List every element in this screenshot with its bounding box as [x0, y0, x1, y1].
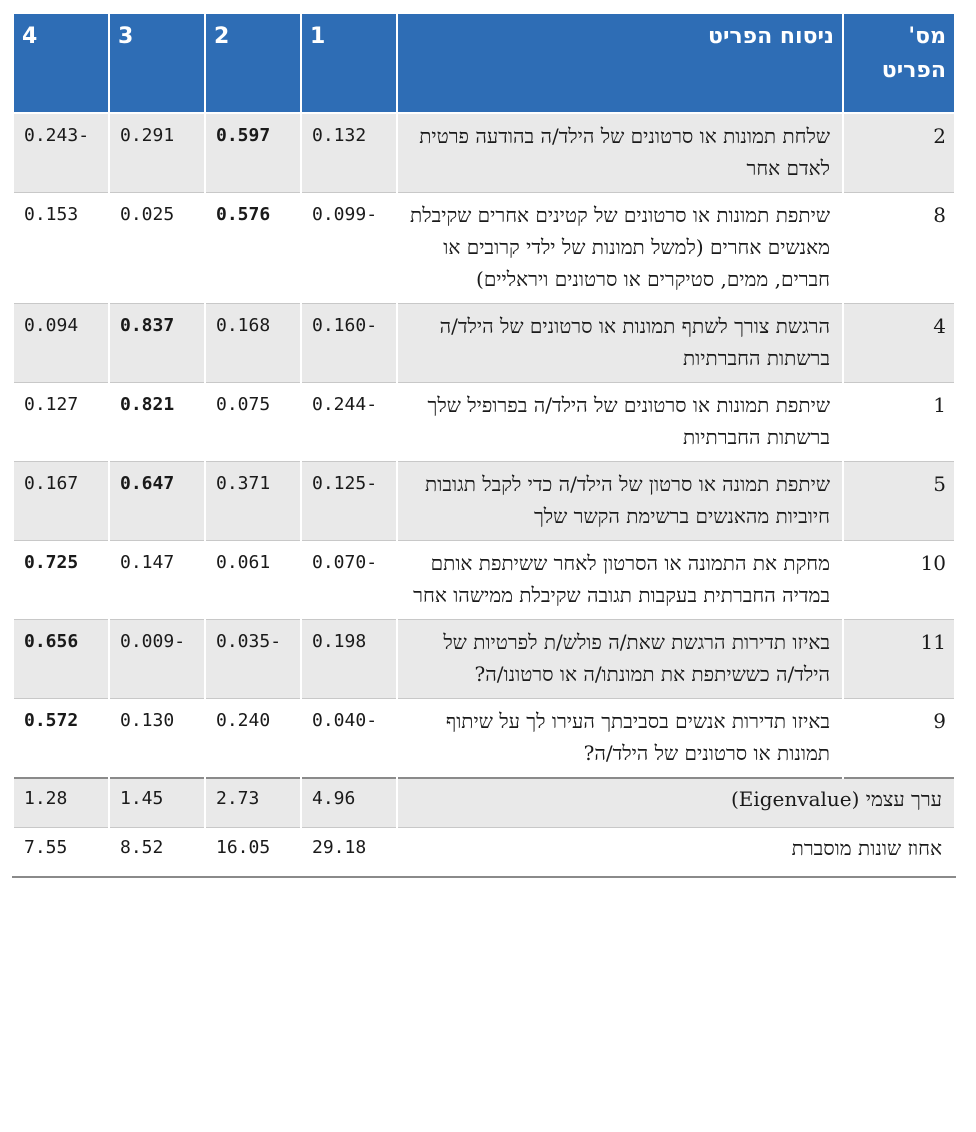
- factor-2-loading: -0.035: [205, 620, 301, 699]
- factor-4-loading: -0.243: [13, 113, 109, 193]
- item-number: 1: [843, 383, 955, 462]
- item-number: 10: [843, 541, 955, 620]
- factor-2-loading: 0.576: [205, 193, 301, 304]
- factor-4-loading: 0.153: [13, 193, 109, 304]
- item-text: באיזו תדירות הרגשת שאת/ה פולש/ת לפרטיות של הילד/ה כששיתפת את תמונתו/ה או סרטונו/ה?: [397, 620, 843, 699]
- variance-factor-3: 8.52: [109, 828, 205, 878]
- factor-2-loading: 0.075: [205, 383, 301, 462]
- factor-3-loading: -0.009: [109, 620, 205, 699]
- factor-3-loading: 0.130: [109, 699, 205, 779]
- eigenvalue-factor-3: 1.45: [109, 778, 205, 828]
- header-factor-4: 4: [13, 13, 109, 113]
- variance-factor-2: 16.05: [205, 828, 301, 878]
- item-number: 4: [843, 304, 955, 383]
- item-number: 2: [843, 113, 955, 193]
- item-text: שיתפת תמונות או סרטונים של הילד/ה בפרופיל שלך ברשתות החברתיות: [397, 383, 843, 462]
- table-row: [13, 699, 955, 779]
- item-number: 9: [843, 699, 955, 779]
- factor-1-loading: -0.040: [301, 699, 397, 779]
- header-factor-1: 1: [301, 13, 397, 113]
- header-row: [13, 13, 955, 113]
- factor-1-loading: -0.099: [301, 193, 397, 304]
- factor-2-loading: 0.061: [205, 541, 301, 620]
- table-row: [13, 383, 955, 462]
- table-row: [13, 541, 955, 620]
- factor-1-loading: -0.070: [301, 541, 397, 620]
- factor-1-loading: 0.132: [301, 113, 397, 193]
- factor-4-loading: 0.572: [13, 699, 109, 779]
- factor-loadings-table: [12, 12, 956, 878]
- item-text: באיזו תדירות אנשים בסביבתך העירו לך על שיתוף תמונות או סרטונים של הילד/ה?: [397, 699, 843, 779]
- item-text: הרגשת צורך לשתף תמונות או סרטונים של הילד/ה ברשתות החברתיות: [397, 304, 843, 383]
- factor-2-loading: 0.371: [205, 462, 301, 541]
- table-row: [13, 304, 955, 383]
- factor-2-loading: 0.168: [205, 304, 301, 383]
- table-row: [13, 620, 955, 699]
- item-text: שיתפת תמונות או סרטונים של קטינים אחרים שקיבלת מאנשים אחרים (למשל תמונות של ילדי קרובים או חברים, ממים, סטיקרים או סרטונים ויראליים): [397, 193, 843, 304]
- factor-4-loading: 0.094: [13, 304, 109, 383]
- explained-variance-label: אחוז שונות מוסברת: [397, 828, 955, 878]
- factor-3-loading: 0.821: [109, 383, 205, 462]
- factor-1-loading: -0.244: [301, 383, 397, 462]
- item-number: 5: [843, 462, 955, 541]
- factor-2-loading: 0.597: [205, 113, 301, 193]
- header-item-wording: ניסוח הפריט: [397, 13, 843, 113]
- factor-3-loading: 0.291: [109, 113, 205, 193]
- factor-3-loading: 0.025: [109, 193, 205, 304]
- eigenvalue-label: ערך עצמי (Eigenvalue): [397, 778, 955, 828]
- variance-factor-4: 7.55: [13, 828, 109, 878]
- factor-3-loading: 0.147: [109, 541, 205, 620]
- header-item-number: מס' הפריט: [843, 13, 955, 113]
- item-number: 11: [843, 620, 955, 699]
- factor-4-loading: 0.167: [13, 462, 109, 541]
- explained-variance-row: [13, 828, 955, 878]
- eigenvalue-factor-2: 2.73: [205, 778, 301, 828]
- table-row: [13, 113, 955, 193]
- eigenvalue-row: [13, 778, 955, 828]
- eigenvalue-factor-4: 1.28: [13, 778, 109, 828]
- factor-2-loading: 0.240: [205, 699, 301, 779]
- factor-1-loading: -0.160: [301, 304, 397, 383]
- variance-factor-1: 29.18: [301, 828, 397, 878]
- factor-3-loading: 0.837: [109, 304, 205, 383]
- item-number: 8: [843, 193, 955, 304]
- table-row: [13, 193, 955, 304]
- item-text: שיתפת תמונה או סרטון של הילד/ה כדי לקבל תגובות חיוביות מהאנשים ברשימת הקשר שלך: [397, 462, 843, 541]
- header-factor-3: 3: [109, 13, 205, 113]
- factor-4-loading: 0.725: [13, 541, 109, 620]
- header-factor-2: 2: [205, 13, 301, 113]
- table-row: [13, 462, 955, 541]
- factor-4-loading: 0.656: [13, 620, 109, 699]
- item-text: שלחת תמונות או סרטונים של הילד/ה בהודעה פרטית לאדם אחר: [397, 113, 843, 193]
- factor-1-loading: -0.125: [301, 462, 397, 541]
- item-text: מחקת את התמונה או הסרטון לאחר ששיתפת אותם במדיה החברתית בעקבות תגובה שקיבלת ממישהו אחר: [397, 541, 843, 620]
- eigenvalue-factor-1: 4.96: [301, 778, 397, 828]
- factor-1-loading: 0.198: [301, 620, 397, 699]
- factor-3-loading: 0.647: [109, 462, 205, 541]
- factor-4-loading: 0.127: [13, 383, 109, 462]
